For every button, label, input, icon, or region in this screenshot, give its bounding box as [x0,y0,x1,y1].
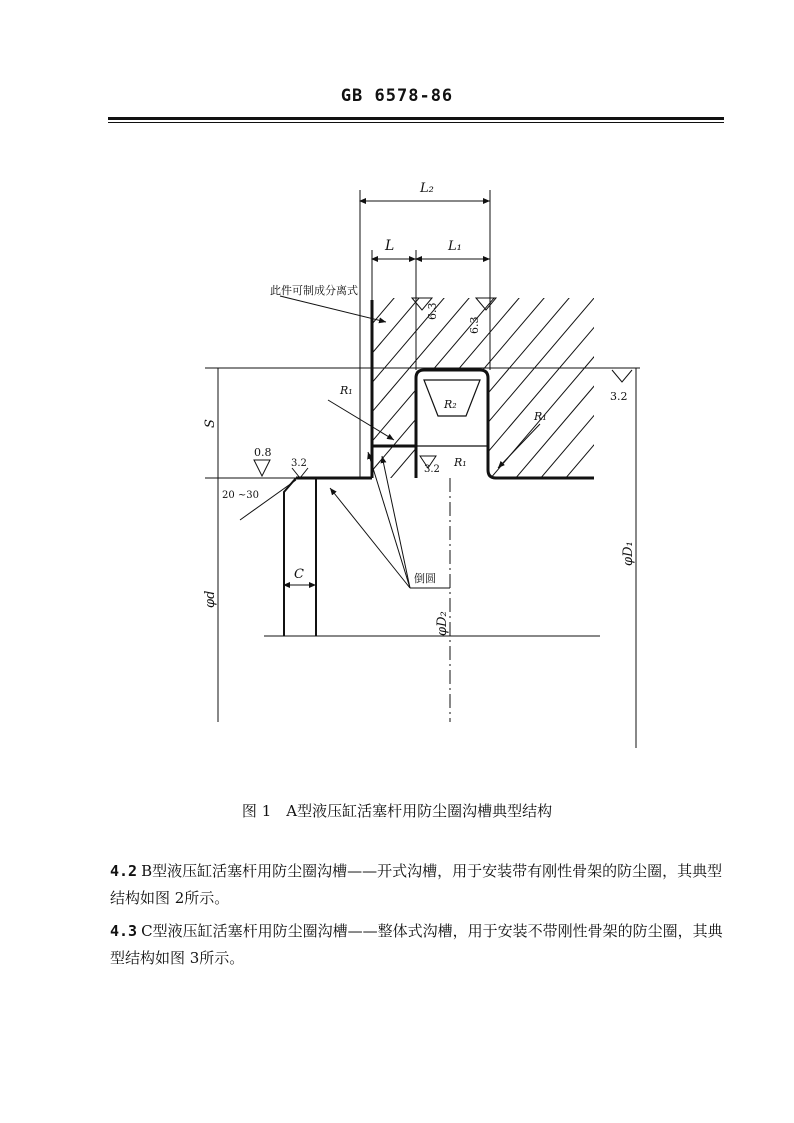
section-number: 4.2 [110,862,138,880]
label-L1: L₁ [448,239,462,254]
reference-lines [205,190,640,748]
label-roughness-3-2-left: 3.2 [291,458,307,469]
figure-caption: 图 1 A型液压缸活塞杆用防尘圈沟槽典型结构 [241,802,553,820]
label-roughness-0-8: 0.8 [254,446,272,459]
label-R1-left: R₁ [340,384,353,397]
standard-code: GB 6578-86 [340,86,454,106]
section-text: B型液压缸活塞杆用防尘圈沟槽——开式沟槽，用于安装带有刚性骨架的防尘圈，其典型结构如图 2所示。 [110,862,723,907]
label-S: S [203,419,218,428]
label-L: L [385,238,395,254]
label-phi-D2: φD₂ [435,611,450,636]
label-roughness-6-3-b: 6.3 [468,316,481,334]
label-roughness-3-2-bottom: 3.2 [424,464,440,475]
label-separable-note: 此件可制成分离式 [270,284,358,297]
section-4-3 [110,918,730,972]
label-L2: L₂ [420,181,434,196]
roughness-symbols [254,298,632,478]
label-R1-right: R₁ [534,410,547,423]
rod-outline [264,478,600,636]
section-text: C型液压缸活塞杆用防尘圈沟槽——整体式沟槽，用于安装不带刚性骨架的防尘圈，其典型结构如图 3所示。 [110,922,723,967]
label-C: C [294,567,304,582]
section-number: 4.3 [110,922,138,940]
label-R1-bottom: R₁ [454,456,467,469]
label-phi-D1: φD₁ [621,541,636,566]
label-angle: 20 ~30 [222,490,260,501]
label-phi-d: φd [203,590,218,608]
label-R2: R₂ [444,398,457,411]
label-chamfer: 倒圆 [414,572,436,585]
label-roughness-3-2-right: 3.2 [610,390,628,403]
label-roughness-6-3-a: 6.3 [426,302,439,320]
section-4-2 [110,858,730,912]
wiper-seal [416,380,488,446]
